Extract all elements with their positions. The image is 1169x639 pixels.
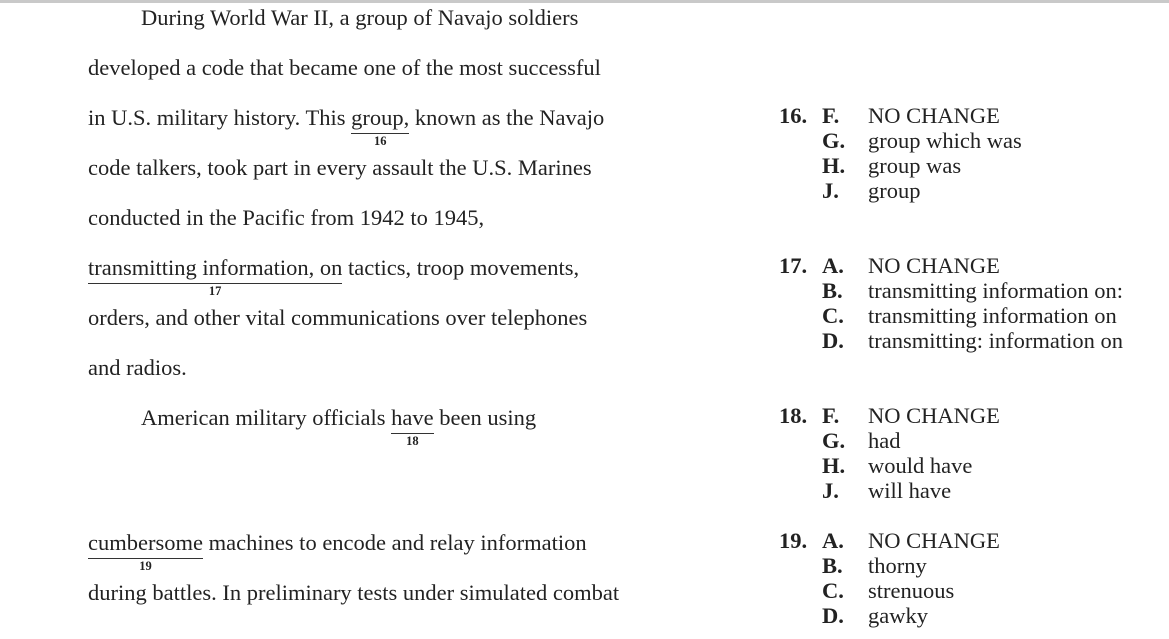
passage-text: machines to encode and relay information	[202, 530, 587, 555]
passage-line-4	[88, 154, 592, 182]
passage-text: code talkers, took part in every assault the U.S. Marines	[88, 155, 592, 180]
option-text: transmitting: information on	[868, 328, 1123, 353]
option-letter: B.	[822, 553, 843, 578]
underlined-text: group,	[351, 105, 410, 130]
option-letter: B.	[822, 278, 843, 303]
option-letter: J.	[822, 478, 839, 503]
option-text: NO CHANGE	[868, 403, 1000, 428]
passage-line-11	[88, 579, 619, 607]
option-letter: F.	[822, 403, 840, 428]
passage-text: American military officials	[141, 405, 392, 430]
question-marker-18: 18	[406, 434, 419, 448]
option-text: NO CHANGE	[868, 253, 1000, 278]
question-marker-19: 19	[139, 559, 152, 573]
option-letter: H.	[822, 153, 846, 178]
passage-text: been using	[433, 405, 537, 430]
underlined-text: have	[391, 405, 434, 430]
question-number: 16.	[779, 103, 808, 128]
option-letter: D.	[822, 603, 844, 628]
passage-line-6	[88, 254, 580, 298]
option-letter: A.	[822, 253, 844, 278]
passage-text: in U.S. military history. This	[88, 105, 352, 130]
option-letter: A.	[822, 528, 844, 553]
underlined-portion-18[interactable]	[391, 404, 434, 448]
passage-line-1	[141, 4, 578, 32]
question-marker-16: 16	[373, 134, 387, 148]
option-text: transmitting information on:	[868, 278, 1123, 303]
top-divider	[0, 0, 1169, 3]
option-text: group which was	[868, 128, 1022, 153]
underlined-portion-16[interactable]	[351, 104, 410, 148]
passage-line-5	[88, 204, 484, 232]
option-letter: C.	[822, 578, 844, 603]
option-letter: D.	[822, 328, 844, 353]
passage-text: During World War II, a group of Navajo soldiers	[141, 5, 579, 30]
question-number: 19.	[779, 528, 808, 553]
underlined-portion-19[interactable]	[88, 529, 203, 573]
passage-text: conducted in the Pacific from 1942 to 1945,	[88, 205, 485, 230]
underlined-text: cumbersome	[88, 530, 203, 555]
option-text: will have	[868, 478, 952, 503]
option-letter: J.	[822, 178, 839, 203]
question-marker-17: 17	[208, 284, 222, 298]
passage-text: tactics, troop movements,	[342, 255, 580, 280]
passage-text: developed a code that became one of the most successful	[88, 55, 601, 80]
option-text: would have	[868, 453, 973, 478]
option-letter: G.	[822, 428, 846, 453]
passage-text: and radios.	[88, 355, 187, 380]
option-text: group	[868, 178, 921, 203]
option-text: NO CHANGE	[868, 528, 1000, 553]
passage-text: during battles. In preliminary tests under simulated combat	[88, 580, 620, 605]
option-text: transmitting information on	[868, 303, 1117, 328]
option-letter: C.	[822, 303, 844, 328]
passage-line-10	[88, 529, 587, 573]
option-letter: G.	[822, 128, 846, 153]
passage-text: orders, and other vital communications over telephones	[88, 305, 588, 330]
option-text: strenuous	[868, 578, 955, 603]
option-text: NO CHANGE	[868, 103, 1000, 128]
option-text: gawky	[868, 603, 928, 628]
passage-line-8	[88, 354, 187, 382]
underlined-text: transmitting information, on	[88, 255, 343, 280]
question-number: 18.	[779, 403, 808, 428]
question-number: 17.	[779, 253, 808, 278]
option-letter: F.	[822, 103, 840, 128]
option-text: had	[868, 428, 901, 453]
option-text: thorny	[868, 553, 927, 578]
option-text: group was	[868, 153, 962, 178]
passage-line-7	[88, 304, 587, 332]
passage-line-3	[88, 104, 605, 148]
passage-text: known as the Navajo	[409, 105, 605, 130]
passage-line-2	[88, 54, 601, 82]
underlined-portion-17[interactable]	[88, 254, 343, 298]
option-letter: H.	[822, 453, 846, 478]
passage-line-9	[141, 404, 537, 448]
